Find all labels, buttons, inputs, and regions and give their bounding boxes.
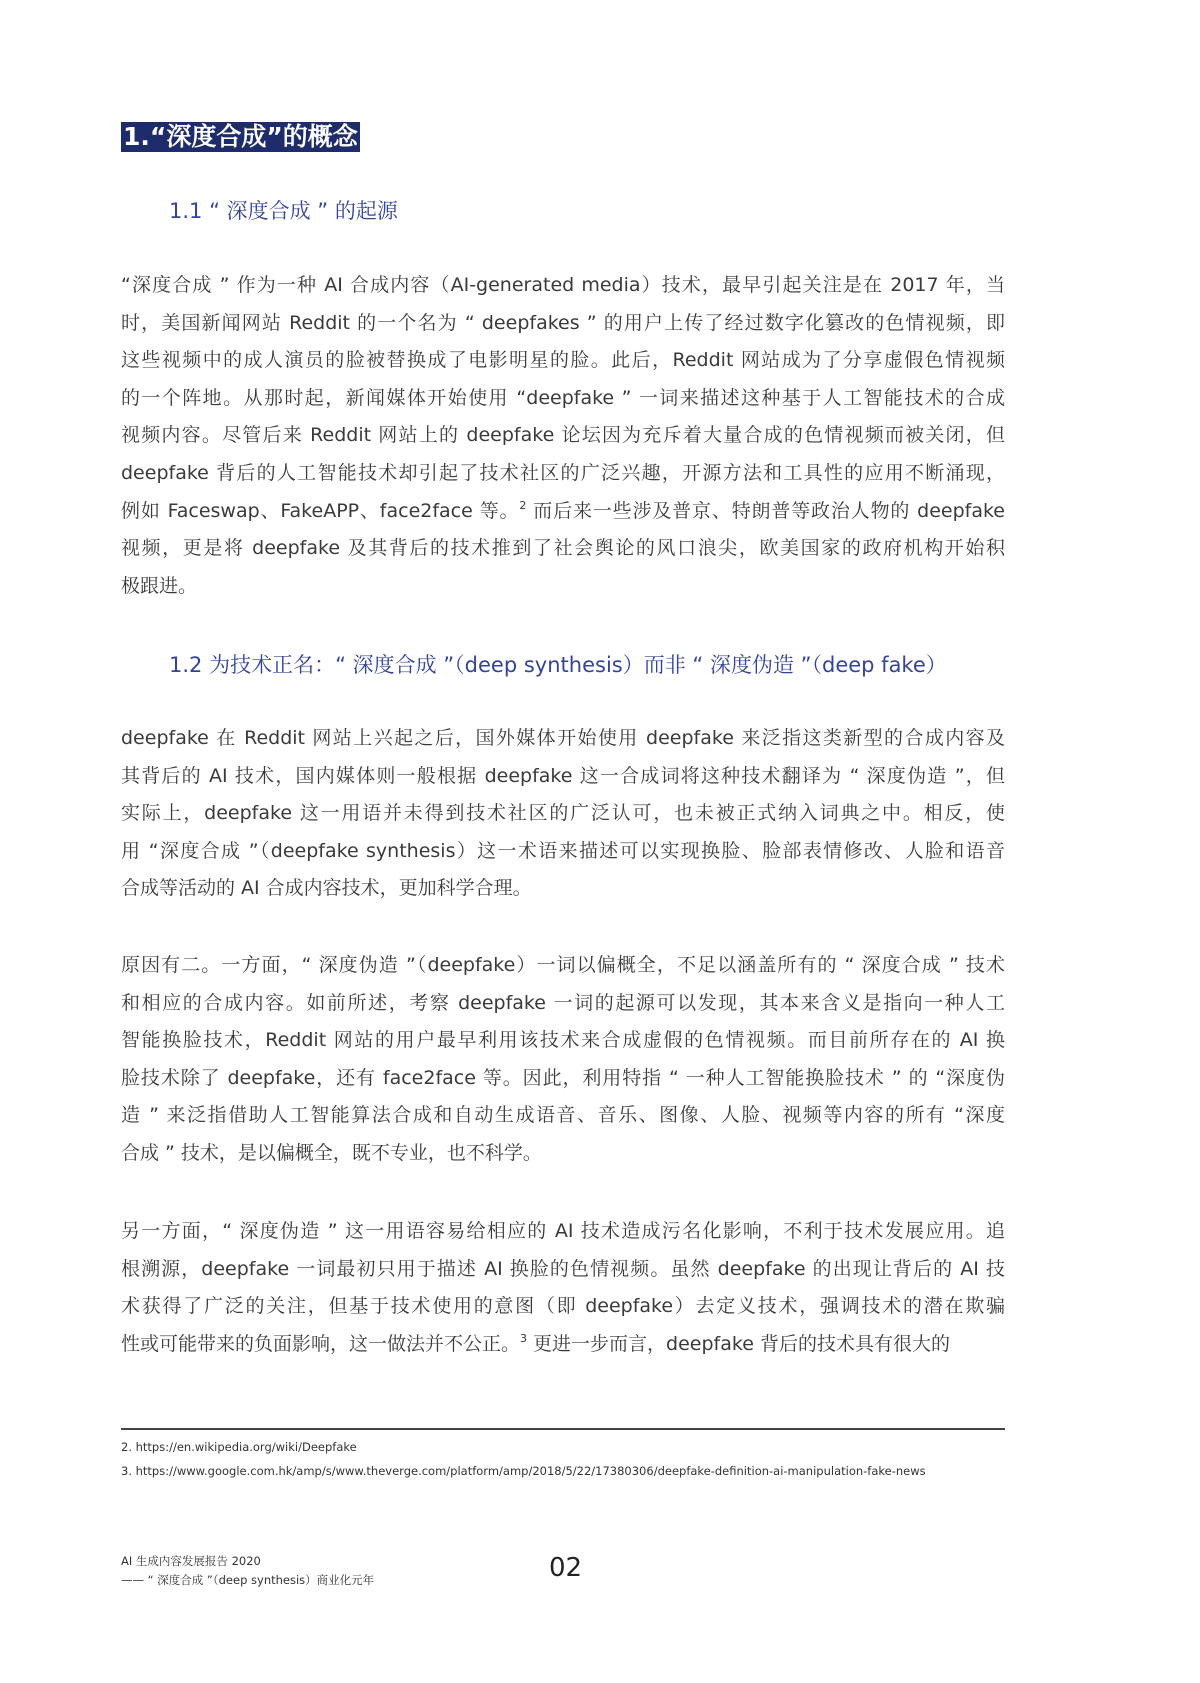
text-line: “深度合成 ” 作为一种 AI 合成内容（AI-generated media）技术，最早引起关注是在 2017 年，当 bbox=[121, 274, 1005, 296]
text-segment: 而后来一些涉及普京、特朗普等政治人物的 deepfake bbox=[526, 499, 1005, 522]
footnote-2[interactable]: 2. https://en.wikipedia.org/wiki/Deepfake bbox=[121, 1440, 357, 1454]
footnote-divider bbox=[121, 1428, 1005, 1430]
text-line: 时，美国新闻网站 Reddit 的一个名为 “ deepfakes ” 的用户上传了经过数字化篡改的色情视频，即 bbox=[121, 311, 1005, 334]
text-line: 的一个阵地。从那时起，新闻媒体开始使用 “deepfake ” 一词来描述这种基于人工智能技术的合成 bbox=[121, 386, 1005, 409]
footer-report-title: AI 生成内容发展报告 2020 bbox=[121, 1554, 261, 1568]
text-line: 术获得了广泛的关注，但基于技术使用的意图（即 deepfake）去定义技术，强调技术的潜在欺骗 bbox=[121, 1295, 1005, 1318]
text-line: 根溯源，deepfake 一词最初只用于描述 AI 换脸的色情视频。虽然 deepfake 的出现让背后的 AI 技 bbox=[121, 1257, 1005, 1280]
text-line: 极跟进。 bbox=[121, 574, 198, 597]
footnote-3[interactable]: 3. https://www.google.com.hk/amp/s/www.theverge.com/platform/amp/2018/5/22/17380306/deepfake-definition-ai-manipulation-fake-news bbox=[121, 1464, 926, 1478]
text-segment: 性或可能带来的负面影响，这一做法并不公正。 bbox=[121, 1332, 521, 1355]
text-line: 合成 ” 技术，是以偏概全，既不专业，也不科学。 bbox=[121, 1141, 542, 1164]
text-segment: 例如 Faceswap、FakeAPP、face2face 等。 bbox=[121, 499, 520, 522]
text-line: 用 “深度合成 ”（deepfake synthesis）这一术语来描述可以实现换脸、脸部表情修改、人脸和语音 bbox=[121, 839, 1005, 862]
subsection-heading-naming: 1.2 为技术正名：“ 深度合成 ”（deep synthesis）而非 “ 深度伪造 ”（deep fake） bbox=[169, 653, 947, 677]
text-line: 实际上，deepfake 这一用语并未得到技术社区的广泛认可，也未被正式纳入词典之中。相反，使 bbox=[121, 802, 1005, 825]
text-line: 脸技术除了 deepfake，还有 face2face 等。因此，利用特指 “ 一种人工智能换脸技术 ” 的 “深度伪 bbox=[121, 1066, 1005, 1089]
text-line: 合成等活动的 AI 合成内容技术，更加科学合理。 bbox=[121, 877, 532, 900]
text-line: 另一方面，“ 深度伪造 ” 这一用语容易给相应的 AI 技术造成污名化影响，不利于技术发展应用。追 bbox=[121, 1220, 1005, 1242]
text-line: 其背后的 AI 技术，国内媒体则一般根据 deepfake 这一合成词将这种技术翻译为 “ 深度伪造 ”，但 bbox=[121, 764, 1005, 787]
paragraph-reason-one bbox=[121, 947, 1005, 1173]
text-line: 视频，更是将 deepfake 及其背后的技术推到了社会舆论的风口浪尖，欧美国家的政府机构开始积 bbox=[121, 537, 1005, 560]
text-line bbox=[121, 493, 1005, 531]
text-line: deepfake 背后的人工智能技术却引起了技术社区的广泛兴趣，开源方法和工具性的应用不断涌现， bbox=[121, 461, 1005, 484]
text-line: 和相应的合成内容。如前所述，考察 deepfake 一词的起源可以发现，其本来含义是指向一种人工 bbox=[121, 991, 1005, 1014]
subsection-heading-origin: 1.1 “ 深度合成 ” 的起源 bbox=[169, 199, 398, 223]
section-title: 1.“深度合成”的概念 bbox=[123, 122, 358, 151]
text-line bbox=[121, 1326, 1005, 1364]
text-line: 视频内容。尽管后来 Reddit 网站上的 deepfake 论坛因为充斥着大量合成的色情视频而被关闭，但 bbox=[121, 424, 1005, 447]
text-line: 造 ” 来泛指借助人工智能算法合成和自动生成语音、音乐、图像、人脸、视频等内容的所有 “深度 bbox=[121, 1104, 1005, 1127]
paragraph-naming bbox=[121, 720, 1005, 908]
paragraph-reason-two bbox=[121, 1213, 1005, 1363]
paragraph-origin bbox=[121, 267, 1005, 605]
footnote-reference[interactable]: 2 bbox=[519, 498, 527, 512]
text-line: deepfake 在 Reddit 网站上兴起之后，国外媒体开始使用 deepfake 来泛指这类新型的合成内容及 bbox=[121, 727, 1005, 749]
footer-report-subtitle: —— “ 深度合成 ”（deep synthesis）商业化元年 bbox=[121, 1573, 375, 1587]
page-number: 02 bbox=[549, 1553, 583, 1583]
text-segment: 更进一步而言，deepfake 背后的技术具有很大的 bbox=[527, 1332, 950, 1355]
text-line: 智能换脸技术，Reddit 网站的用户最早利用该技术来合成虚假的色情视频。而目前所存在的 AI 换 bbox=[121, 1029, 1005, 1052]
footnote-reference[interactable]: 3 bbox=[520, 1331, 528, 1345]
text-line: 这些视频中的成人演员的脸被替换成了电影明星的脸。此后，Reddit 网站成为了分享虚假色情视频 bbox=[121, 349, 1005, 372]
text-line: 原因有二。一方面，“ 深度伪造 ”（deepfake）一词以偏概全，不足以涵盖所有的 “ 深度合成 ” 技术 bbox=[121, 954, 1005, 976]
